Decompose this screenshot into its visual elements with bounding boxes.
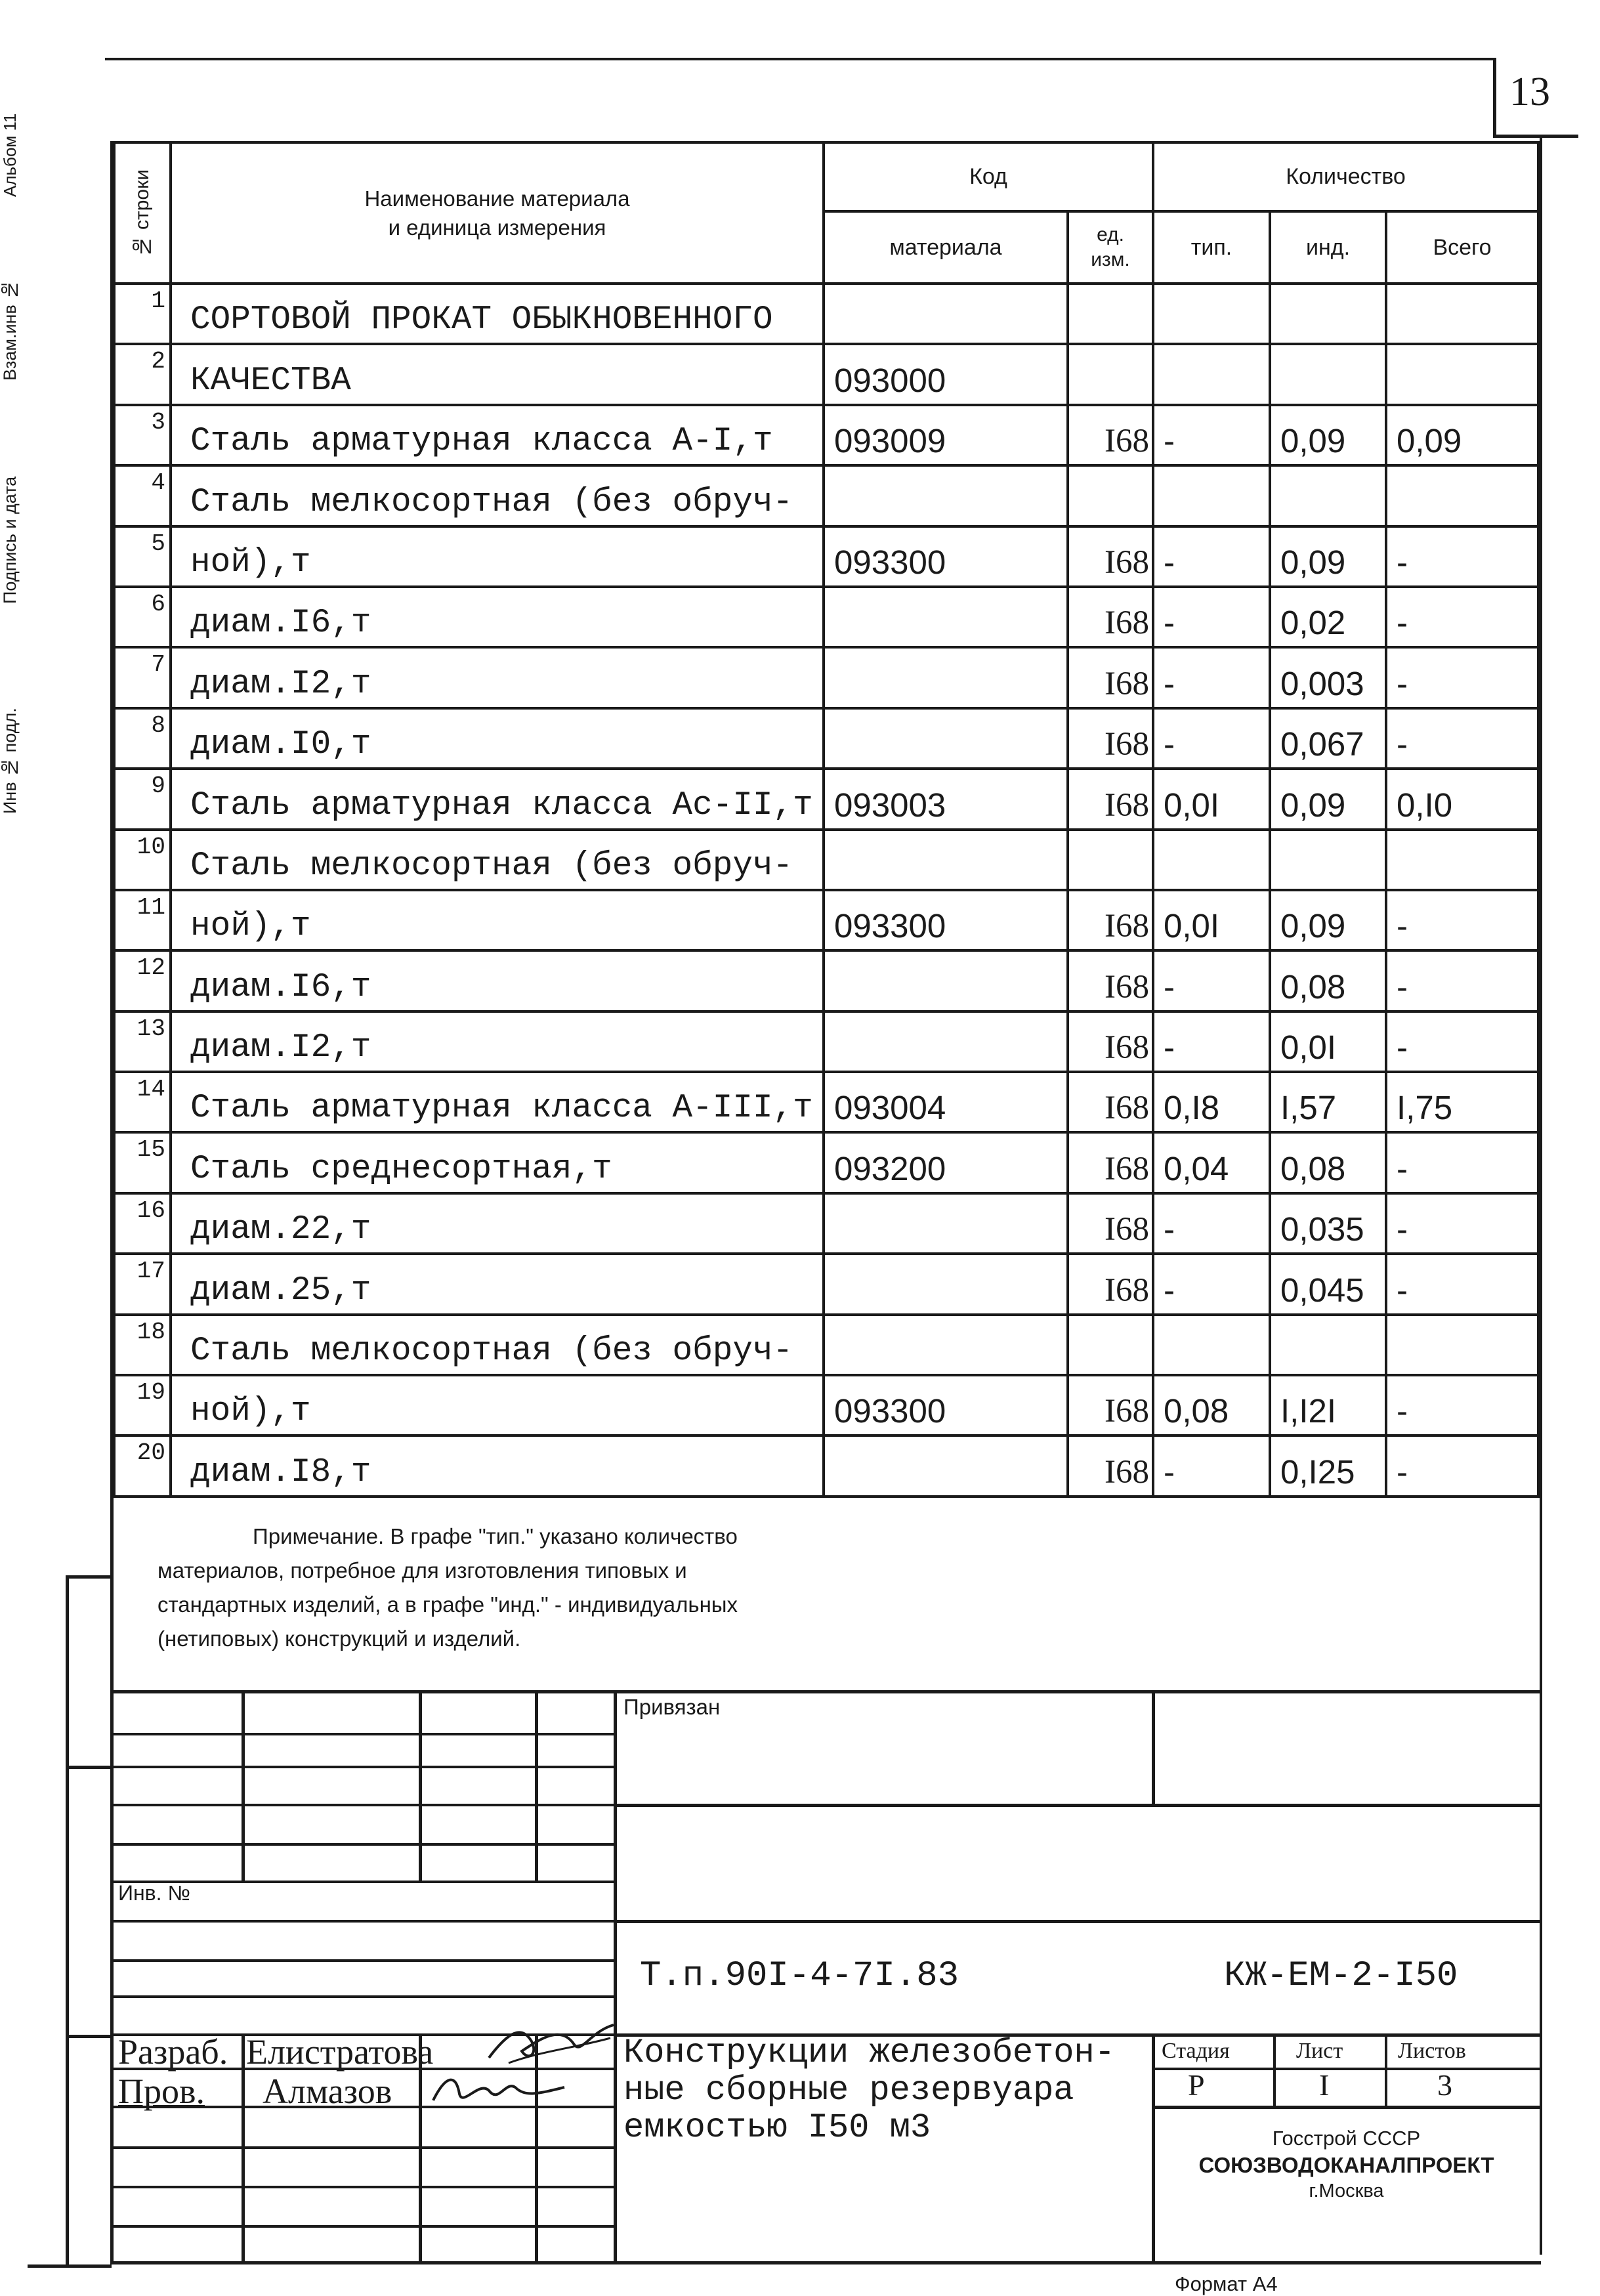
header-row-no-text: № строки (131, 169, 153, 257)
row-unit-code: I68 (1068, 526, 1153, 587)
table-row (114, 769, 1538, 829)
stamp-check-role: Пров. (118, 2072, 205, 2111)
stamp-bound-bottom (614, 1804, 1541, 1807)
row-unit-code: I68 (1068, 647, 1153, 708)
row-qty-total: I,75 (1386, 1072, 1538, 1132)
stamp-grid-h8 (112, 1995, 614, 1998)
materials-table (113, 141, 1540, 1498)
stamp-grid-h14 (112, 2225, 614, 2228)
row-qty-ind (1270, 284, 1386, 344)
table-row (114, 284, 1538, 344)
row-qty-ind: 0,08 (1270, 950, 1386, 1011)
side-label-sign-date: Подпись и дата (0, 476, 20, 604)
row-unit-code: I68 (1068, 1254, 1153, 1314)
row-qty-total: - (1386, 1435, 1538, 1496)
stamp-org-line-2: СОЮЗВОДОКАНАЛПРОЕКТ (1198, 2153, 1494, 2177)
row-number: 10 (114, 830, 171, 890)
row-name: диам.I0,т (171, 708, 824, 769)
row-material-code (824, 708, 1068, 769)
row-qty-total: - (1386, 1375, 1538, 1435)
row-qty-ind (1270, 1315, 1386, 1375)
row-qty-ind: I,I2I (1270, 1375, 1386, 1435)
side-label-inv-orig: Инв № подл. (0, 708, 20, 814)
row-number: 5 (114, 526, 171, 587)
stamp-bound-label: Привязан (623, 1695, 721, 1719)
row-name: Сталь арматурная класса А-I,т (171, 405, 824, 465)
row-qty-typ (1153, 830, 1270, 890)
row-unit-code: I68 (1068, 405, 1153, 465)
row-unit-code: I68 (1068, 1435, 1153, 1496)
row-name: ной),т (171, 526, 824, 587)
row-qty-total: - (1386, 890, 1538, 950)
stamp-grid-v2 (419, 1690, 422, 1881)
side-strip-line-3 (66, 2035, 112, 2038)
note-line-1: Примечание. В графе "тип." указано количество (253, 1524, 738, 1548)
row-unit-code: I68 (1068, 1193, 1153, 1254)
table-row (114, 708, 1538, 769)
row-number: 3 (114, 405, 171, 465)
row-qty-typ: - (1153, 1011, 1270, 1072)
row-number: 20 (114, 1435, 171, 1496)
row-number: 17 (114, 1254, 171, 1314)
stamp-org-line-1: Госстрой СССР (1272, 2127, 1421, 2150)
row-qty-ind: I,57 (1270, 1072, 1386, 1132)
row-qty-total: - (1386, 708, 1538, 769)
row-qty-ind: 0,09 (1270, 526, 1386, 587)
row-material-code: 093003 (824, 769, 1068, 829)
row-qty-ind (1270, 344, 1386, 404)
row-qty-typ: - (1153, 587, 1270, 647)
row-qty-typ: 0,0I (1153, 890, 1270, 950)
row-number: 13 (114, 1011, 171, 1072)
row-name: диам.I8,т (171, 1435, 824, 1496)
table-row (114, 830, 1538, 890)
materials-table-body (114, 284, 1538, 1497)
row-qty-ind: 0,09 (1270, 405, 1386, 465)
row-material-code (824, 647, 1068, 708)
row-material-code (824, 587, 1068, 647)
row-material-code (824, 284, 1068, 344)
top-border (105, 58, 1493, 60)
stamp-check-name: Алмазов (263, 2072, 392, 2111)
page-number-box-left (1493, 58, 1496, 137)
row-material-code: 093200 (824, 1132, 1068, 1193)
table-row (114, 890, 1538, 950)
header-qty-typ: тип. (1153, 211, 1270, 284)
right-border (1540, 135, 1542, 2255)
row-material-code (824, 1011, 1068, 1072)
row-qty-typ: - (1153, 1435, 1270, 1496)
row-name: Сталь арматурная класса А-III,т (171, 1072, 824, 1132)
row-material-code (824, 950, 1068, 1011)
header-code-unit-text: ед. изм. (1091, 224, 1130, 270)
row-qty-total: - (1386, 1193, 1538, 1254)
header-row-no (114, 142, 171, 284)
row-qty-typ: - (1153, 1254, 1270, 1314)
row-qty-total (1386, 830, 1538, 890)
row-unit-code (1068, 830, 1153, 890)
row-name: Сталь мелкосортная (без обруч- (171, 830, 824, 890)
table-row (114, 465, 1538, 526)
row-unit-code: I68 (1068, 1072, 1153, 1132)
stamp-title-line-1: Конструкции железобетон- (623, 2033, 1115, 2072)
table-row (114, 1375, 1538, 1435)
row-number: 14 (114, 1072, 171, 1132)
row-material-code (824, 830, 1068, 890)
table-row (114, 526, 1538, 587)
header-name-text: Наименование материала и единица измерения (364, 186, 630, 240)
side-strip-border (66, 1575, 69, 2264)
row-qty-total: - (1386, 526, 1538, 587)
row-qty-ind (1270, 465, 1386, 526)
note-line-3: стандартных изделий, а в графе "инд." - индивидуальных (158, 1592, 738, 1617)
row-qty-typ (1153, 1315, 1270, 1375)
row-name: диам.I6,т (171, 587, 824, 647)
table-row (114, 344, 1538, 404)
stamp-grid-h1 (112, 1733, 614, 1735)
stamp-sheet-label: Лист (1296, 2039, 1343, 2063)
stamp-title-line-2: ные сборные резервуара (623, 2071, 1074, 2110)
row-material-code: 093004 (824, 1072, 1068, 1132)
row-name: СОРТОВОЙ ПРОКАТ ОБЫКНОВЕННОГО (171, 284, 824, 344)
row-qty-ind: 0,045 (1270, 1254, 1386, 1314)
row-qty-total (1386, 465, 1538, 526)
row-qty-ind: 0,09 (1270, 769, 1386, 829)
page-number: 13 (1509, 70, 1550, 114)
row-name: ной),т (171, 1375, 824, 1435)
row-qty-total (1386, 284, 1538, 344)
row-qty-typ: - (1153, 1193, 1270, 1254)
row-number: 7 (114, 647, 171, 708)
row-unit-code: I68 (1068, 769, 1153, 829)
stamp-main-divider (614, 1690, 617, 2264)
note-line-4: (нетиповых) конструкций и изделий. (158, 1626, 521, 1651)
stamp-grid-v1 (242, 1690, 245, 1881)
row-qty-typ: 0,08 (1153, 1375, 1270, 1435)
row-material-code: 093300 (824, 1375, 1068, 1435)
row-qty-total (1386, 1315, 1538, 1375)
row-number: 12 (114, 950, 171, 1011)
page-number-box-bottom (1493, 135, 1578, 138)
row-qty-typ (1153, 465, 1270, 526)
stamp-grid-h13 (112, 2186, 614, 2188)
stamp-grid-h2 (112, 1766, 614, 1768)
row-qty-typ: 0,0I (1153, 769, 1270, 829)
row-qty-typ: - (1153, 950, 1270, 1011)
table-row (114, 647, 1538, 708)
row-material-code: 093009 (824, 405, 1068, 465)
side-strip-line-1 (66, 1575, 112, 1579)
stamp-grid-h7 (112, 1959, 614, 1962)
format-label: Формат А4 (1175, 2272, 1278, 2295)
row-number: 8 (114, 708, 171, 769)
row-unit-code: I68 (1068, 1132, 1153, 1193)
signature-developer (482, 2012, 620, 2068)
stamp-grid-h12 (112, 2146, 614, 2149)
row-qty-total: - (1386, 1132, 1538, 1193)
stamp-bottom-border (112, 2261, 1541, 2264)
row-name: диам.22,т (171, 1193, 824, 1254)
header-qty-group: Количество (1153, 142, 1538, 211)
stamp-dev-name: Елистратова (246, 2032, 434, 2072)
row-qty-total: - (1386, 1254, 1538, 1314)
table-row (114, 1315, 1538, 1375)
stamp-stage-bottom (1152, 2106, 1541, 2109)
row-unit-code: I68 (1068, 1375, 1153, 1435)
row-name: диам.I2,т (171, 647, 824, 708)
row-qty-ind (1270, 830, 1386, 890)
table-row (114, 405, 1538, 465)
stamp-grid-v3 (535, 1690, 538, 1881)
row-unit-code (1068, 465, 1153, 526)
stamp-grid-h6 (112, 1920, 614, 1923)
row-qty-typ (1153, 344, 1270, 404)
row-name: Сталь арматурная класса Ас-II,т (171, 769, 824, 829)
row-qty-typ: - (1153, 405, 1270, 465)
row-unit-code (1068, 344, 1153, 404)
stamp-sheets-label: Листов (1398, 2039, 1466, 2063)
row-material-code (824, 465, 1068, 526)
signature-checker (427, 2068, 571, 2114)
row-number: 19 (114, 1375, 171, 1435)
stamp-org-line-3: г.Москва (1309, 2180, 1384, 2201)
row-name: Сталь среднесортная,т (171, 1132, 824, 1193)
row-number: 6 (114, 587, 171, 647)
stamp-inv-no-label: Инв. № (118, 1881, 190, 1905)
row-name: КАЧЕСТВА (171, 344, 824, 404)
header-name (171, 142, 824, 284)
table-row (114, 1193, 1538, 1254)
table-row (114, 1254, 1538, 1314)
stamp-sheet-value: I (1319, 2068, 1330, 2102)
note-line-2: материалов, потребное для изготовления типовых и (158, 1558, 687, 1583)
row-unit-code: I68 (1068, 950, 1153, 1011)
table-row (114, 1132, 1538, 1193)
row-qty-typ: 0,I8 (1153, 1072, 1270, 1132)
stamp-stage-mid (1152, 2068, 1541, 2070)
row-qty-ind: 0,067 (1270, 708, 1386, 769)
row-number: 15 (114, 1132, 171, 1193)
row-name: Сталь мелкосортная (без обруч- (171, 1315, 824, 1375)
row-material-code (824, 1435, 1068, 1496)
row-unit-code (1068, 284, 1153, 344)
row-qty-total: - (1386, 1011, 1538, 1072)
note-bottom-line (112, 1690, 1541, 1693)
side-strip-line-2 (66, 1766, 112, 1769)
header-code-unit (1068, 211, 1153, 284)
side-strip-line-4 (28, 2264, 112, 2268)
row-name: ной),т (171, 890, 824, 950)
row-unit-code (1068, 1315, 1153, 1375)
row-qty-typ: - (1153, 708, 1270, 769)
row-qty-ind: 0,035 (1270, 1193, 1386, 1254)
row-material-code (824, 1254, 1068, 1314)
stamp-bound-divider (1152, 1690, 1155, 1805)
table-row (114, 1435, 1538, 1496)
row-qty-typ: - (1153, 526, 1270, 587)
row-qty-total: 0,I0 (1386, 769, 1538, 829)
stamp-stage-v2 (1385, 2033, 1387, 2106)
side-label-inv-replace: Взам.инв № (0, 280, 20, 381)
row-number: 4 (114, 465, 171, 526)
row-qty-total: - (1386, 647, 1538, 708)
row-qty-typ: - (1153, 647, 1270, 708)
row-qty-ind: 0,09 (1270, 890, 1386, 950)
row-name: диам.25,т (171, 1254, 824, 1314)
row-number: 9 (114, 769, 171, 829)
row-unit-code: I68 (1068, 890, 1153, 950)
stamp-title-line-3: емкостью I50 м3 (623, 2108, 931, 2147)
stamp-stage-label: Стадия (1162, 2039, 1230, 2063)
row-number: 16 (114, 1193, 171, 1254)
header-code-material: материала (824, 211, 1068, 284)
stamp-stage-v1 (1273, 2033, 1276, 2106)
row-qty-total (1386, 344, 1538, 404)
table-row (114, 1072, 1538, 1132)
row-name: диам.I6,т (171, 950, 824, 1011)
row-qty-total: - (1386, 950, 1538, 1011)
header-qty-ind: инд. (1270, 211, 1386, 284)
row-number: 11 (114, 890, 171, 950)
stamp-grid-h4 (112, 1843, 614, 1846)
stamp-code-top (614, 1920, 1541, 1923)
row-qty-total: 0,09 (1386, 405, 1538, 465)
row-material-code (824, 1193, 1068, 1254)
row-qty-ind: 0,08 (1270, 1132, 1386, 1193)
row-qty-ind: 0,003 (1270, 647, 1386, 708)
row-qty-ind: 0,0I (1270, 1011, 1386, 1072)
table-row (114, 950, 1538, 1011)
stamp-sheets-value: 3 (1437, 2068, 1452, 2102)
stamp-grid-h3 (112, 1804, 614, 1806)
stamp-stage-value: Р (1188, 2068, 1205, 2102)
row-qty-typ: 0,04 (1153, 1132, 1270, 1193)
row-unit-code: I68 (1068, 587, 1153, 647)
row-number: 18 (114, 1315, 171, 1375)
row-qty-total: - (1386, 587, 1538, 647)
row-number: 2 (114, 344, 171, 404)
row-name: диам.I2,т (171, 1011, 824, 1072)
stamp-dev-role: Разраб. (118, 2032, 228, 2072)
row-material-code: 093300 (824, 526, 1068, 587)
row-number: 1 (114, 284, 171, 344)
stamp-sheet-code: КЖ-ЕМ-2-I50 (1224, 1956, 1458, 1996)
row-unit-code: I68 (1068, 1011, 1153, 1072)
row-material-code: 093000 (824, 344, 1068, 404)
row-qty-ind: 0,I25 (1270, 1435, 1386, 1496)
row-qty-typ (1153, 284, 1270, 344)
header-code-group: Код (824, 142, 1153, 211)
row-material-code: 093300 (824, 890, 1068, 950)
row-unit-code: I68 (1068, 708, 1153, 769)
side-label-album: Альбом 11 (0, 113, 20, 197)
row-material-code (824, 1315, 1068, 1375)
table-row (114, 1011, 1538, 1072)
row-name: Сталь мелкосортная (без обруч- (171, 465, 824, 526)
header-qty-total: Всего (1386, 211, 1538, 284)
table-row (114, 587, 1538, 647)
stamp-doc-code: Т.п.90I-4-7I.83 (640, 1956, 959, 1996)
row-qty-ind: 0,02 (1270, 587, 1386, 647)
